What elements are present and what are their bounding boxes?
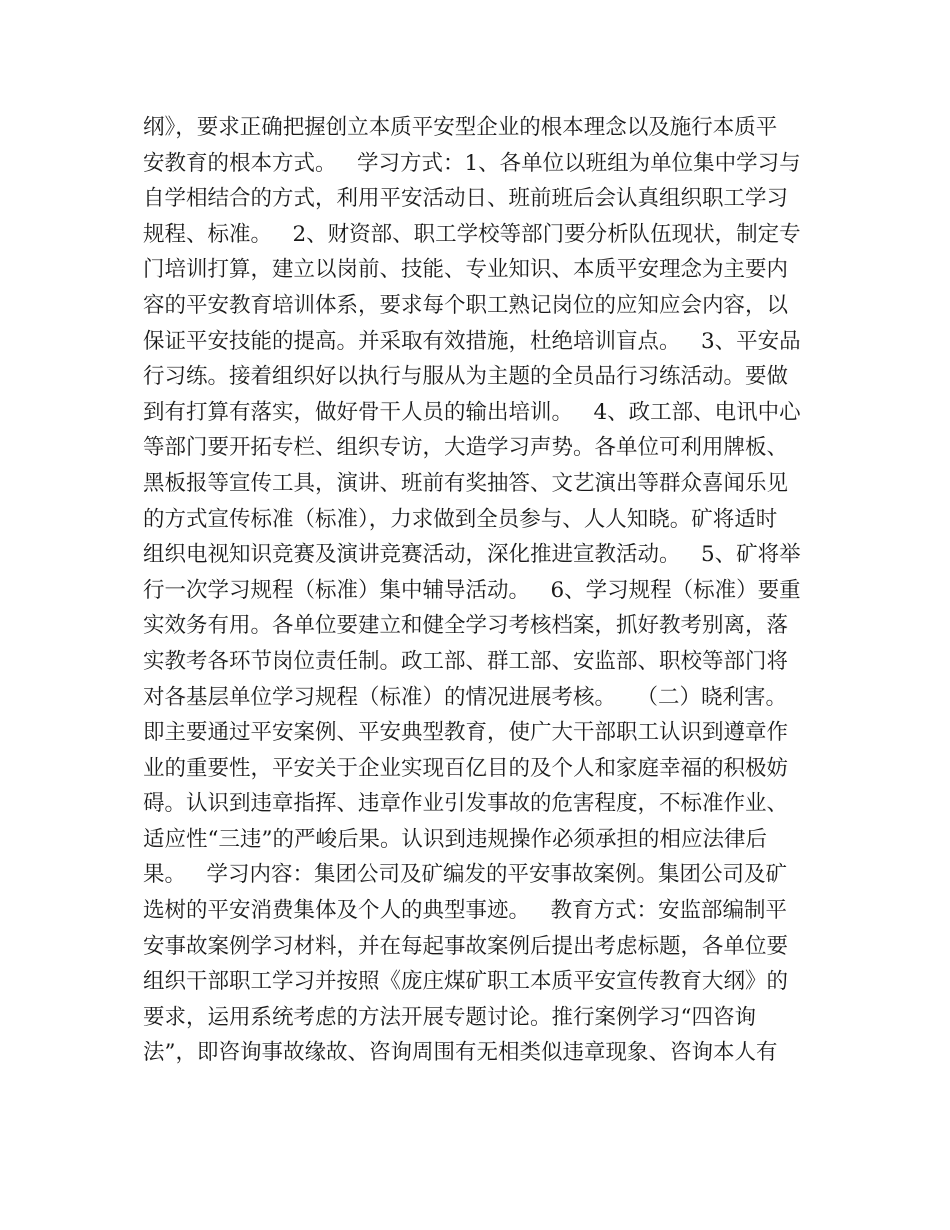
text-line: 要求，运用系统考虑的方法开展专题讨论。推行案例学习“四咨询 [143,1004,756,1030]
text-line: 到有打算有落实，做好骨干人员的输出培训。 4、政工部、电讯中心 [143,399,801,425]
text-line: 门培训打算，建立以岗前、技能、专业知识、本质平安理念为主要内 [143,257,789,283]
text-line: 选树的平安消费集体及个人的典型事迹。 教育方式：安监部编制平 [143,898,788,924]
text-line: 即主要通过平安案例、平安典型教育，使广大干部职工认识到遵章作 [143,720,789,746]
text-line: 纲》，要求正确把握创立本质平安型企业的根本理念以及施行本质平 [143,115,778,140]
text-line: 保证平安技能的提高。并采取有效措施，杜绝培训盲点。 3、平安品 [143,328,801,354]
text-line: 自学相结合的方式，利用平安活动日、班前班后会认真组织职工学习 [143,186,789,212]
text-line: 的方式宣传标准（标准），力求做到全员参与、人人知晓。矿将适时 [143,506,778,532]
text-line: 行一次学习规程（标准）集中辅导活动。 6、学习规程（标准）要重 [143,577,801,603]
text-line: 容的平安教育培训体系，要求每个职工熟记岗位的应知应会内容，以 [143,292,789,318]
text-line: 黑板报等宣传工具，演讲、班前有奖抽答、文艺演出等群众喜闻乐见 [143,470,789,496]
text-line: 安事故案例学习材料，并在每起事故案例后提出考虑标题，各单位要 [143,933,789,959]
text-line: 业的重要性，平安关于企业实现百亿目的及个人和家庭幸福的积极妨 [143,755,789,781]
text-line: 法”，即咨询事故缘故、咨询周围有无相类似违章现象、咨询本人有 [143,1040,778,1066]
text-line: 组织电视知识竞赛及演讲竞赛活动，深化推进宣教活动。 5、矿将举 [143,542,801,568]
text-line: 规程、标准。 2、财资部、职工学校等部门要分析队伍现状，制定专 [143,221,801,247]
text-line: 对各基层单位学习规程（标准）的情况进展考核。 （二）晓利害。 [143,684,788,710]
text-line: 实教考各环节岗位责任制。政工部、群工部、安监部、职校等部门将 [143,648,789,674]
text-line: 行习练。接着组织好以执行与服从为主题的全员品行习练活动。要做 [143,364,789,390]
text-line: 等部门要开拓专栏、组织专访，大造学习声势。各单位可利用牌板、 [143,435,789,461]
text-line: 果。 学习内容：集团公司及矿编发的平安事故案例。集团公司及矿 [143,862,788,888]
text-line: 实效务有用。各单位要建立和健全学习考核档案，抓好教考别离，落 [143,613,789,639]
text-line: 安教育的根本方式。 学习方式：1、各单位以班组为单位集中学习与 [143,150,801,176]
text-line: 碍。认识到违章指挥、违章作业引发事故的危害程度，不标准作业、 [143,791,789,817]
body-text [143,110,823,1071]
text-line: 适应性“三违”的严峻后果。认识到违规操作必须承担的相应法律后 [143,826,767,852]
text-line: 组织干部职工学习并按照《庞庄煤矿职工本质平安宣传教育大纲》的 [143,969,789,995]
